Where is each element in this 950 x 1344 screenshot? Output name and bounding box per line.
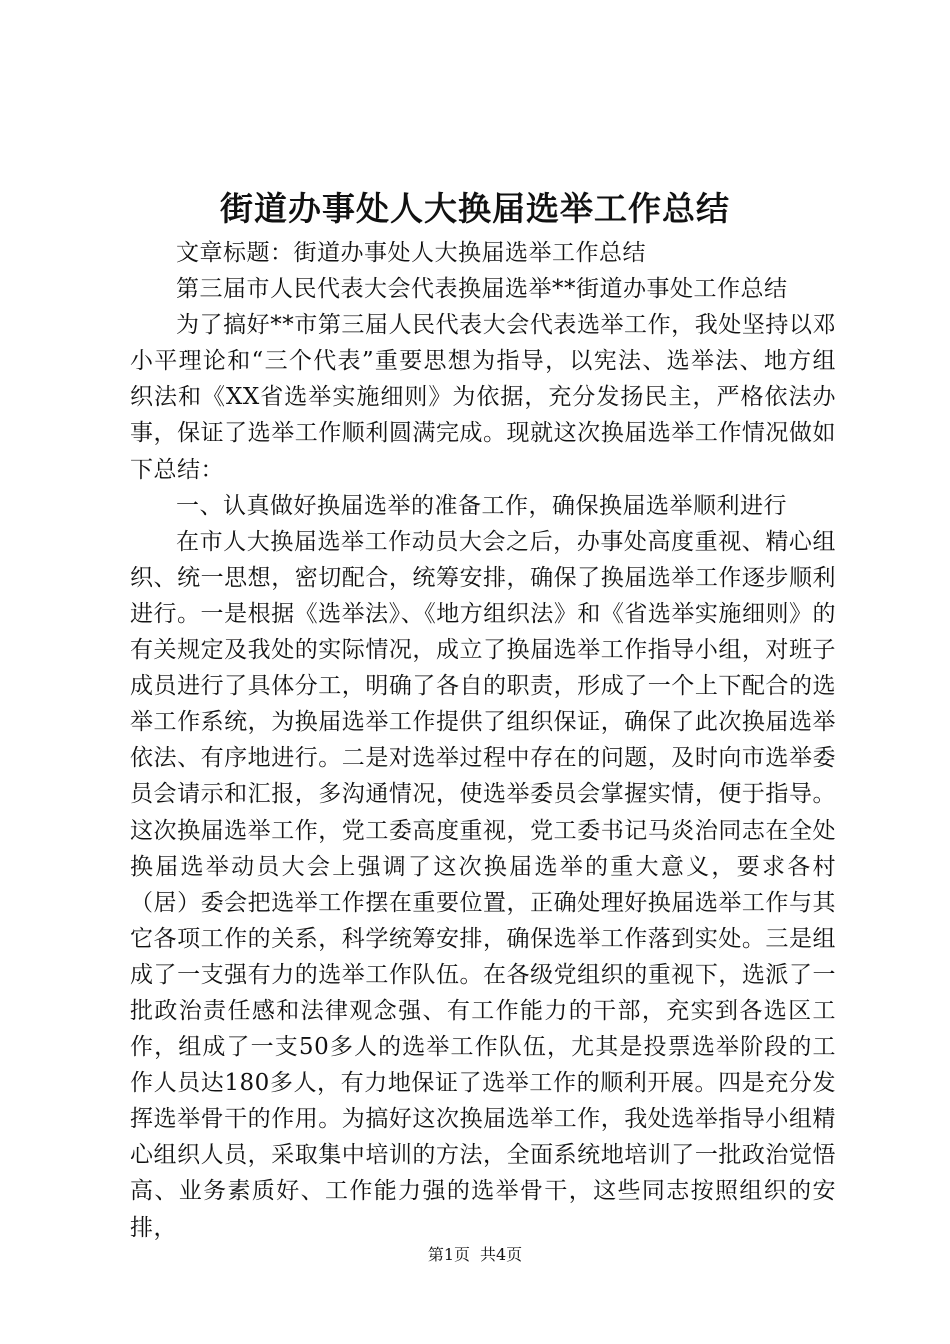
subtitle-paragraph: 第三届市人民代表大会代表换届选举**街道办事处工作总结 <box>176 276 788 303</box>
article-title-line: 文章标题：街道办事处人大换届选举工作总结 <box>176 240 646 266</box>
body-paragraph: 在市人大换届选举工作动员大会之后，办事处高度重视、精心组织、统一思想，密切配合，统筹安排，确保了换届选举工作逐步顺利进行。一是根据《选举法》、《地方组织法》和《省选举实施细则》的有关规定及我处的实际情况，成立了换届选举工作指导小组，对班子成员进行了具体分工，明确了各自的职责，形成了一个上下配合的选举工作系统，为换届选举工作提供了组织保证，确保了此次换届选举依法、有序地进行。二是对选举过程中存在的问题，及时向市选举委员会请示和汇报，多沟通情况，使选举委员会掌握实情，便于指导。这次换届选举工作，党工委高度重视，党工委书记马炎治同志在全处换届选举动员大会上强调了这次换届选举的重大意义，要求各村（居）委会把选举工作摆在重要位置，正确处理好换届选举工作与其它各项工作的关系，科学统筹安排，确保选举工作落到实处。三是组成了一支强有力的选举工作队伍。在各级党组织的重视下，选派了一批政治责任感和法律观念强、有工作能力的干部，充实到各选区工作，组成了一支50多人的选举工作队伍，尤其是投票选举阶段的工作人员达180多人，有力地保证了选举工作的顺利开展。四是充分发挥选举骨干的作用。为搞好这次换届选举工作，我处选举指导小组精心组织人员，采取集中培训的方法，全面系统地培训了一批政治觉悟高、业务素质好、工作能力强的选举骨干，这些同志按照组织的安排， <box>130 528 836 1241</box>
document-body <box>130 235 836 1246</box>
page-footer <box>0 1243 950 1267</box>
document-title: 街道办事处人大换届选举工作总结 <box>220 189 730 228</box>
intro-paragraph: 为了搞好**市第三届人民代表大会代表选举工作，我处坚持以邓小平理论和“三个代表”重要思想为指导，以宪法、选举法、地方组织法和《XX省选举实施细则》为依据，充分发扬民主，严格依法办事，保证了选举工作顺利圆满完成。现就这次换届选举工作情况做如下总结： <box>130 312 836 483</box>
page-total: 共4页 <box>480 1245 523 1264</box>
section-heading-1: 一、认真做好换届选举的准备工作，确保换届选举顺利进行 <box>176 492 787 519</box>
page-number: 第1页 <box>427 1245 470 1264</box>
